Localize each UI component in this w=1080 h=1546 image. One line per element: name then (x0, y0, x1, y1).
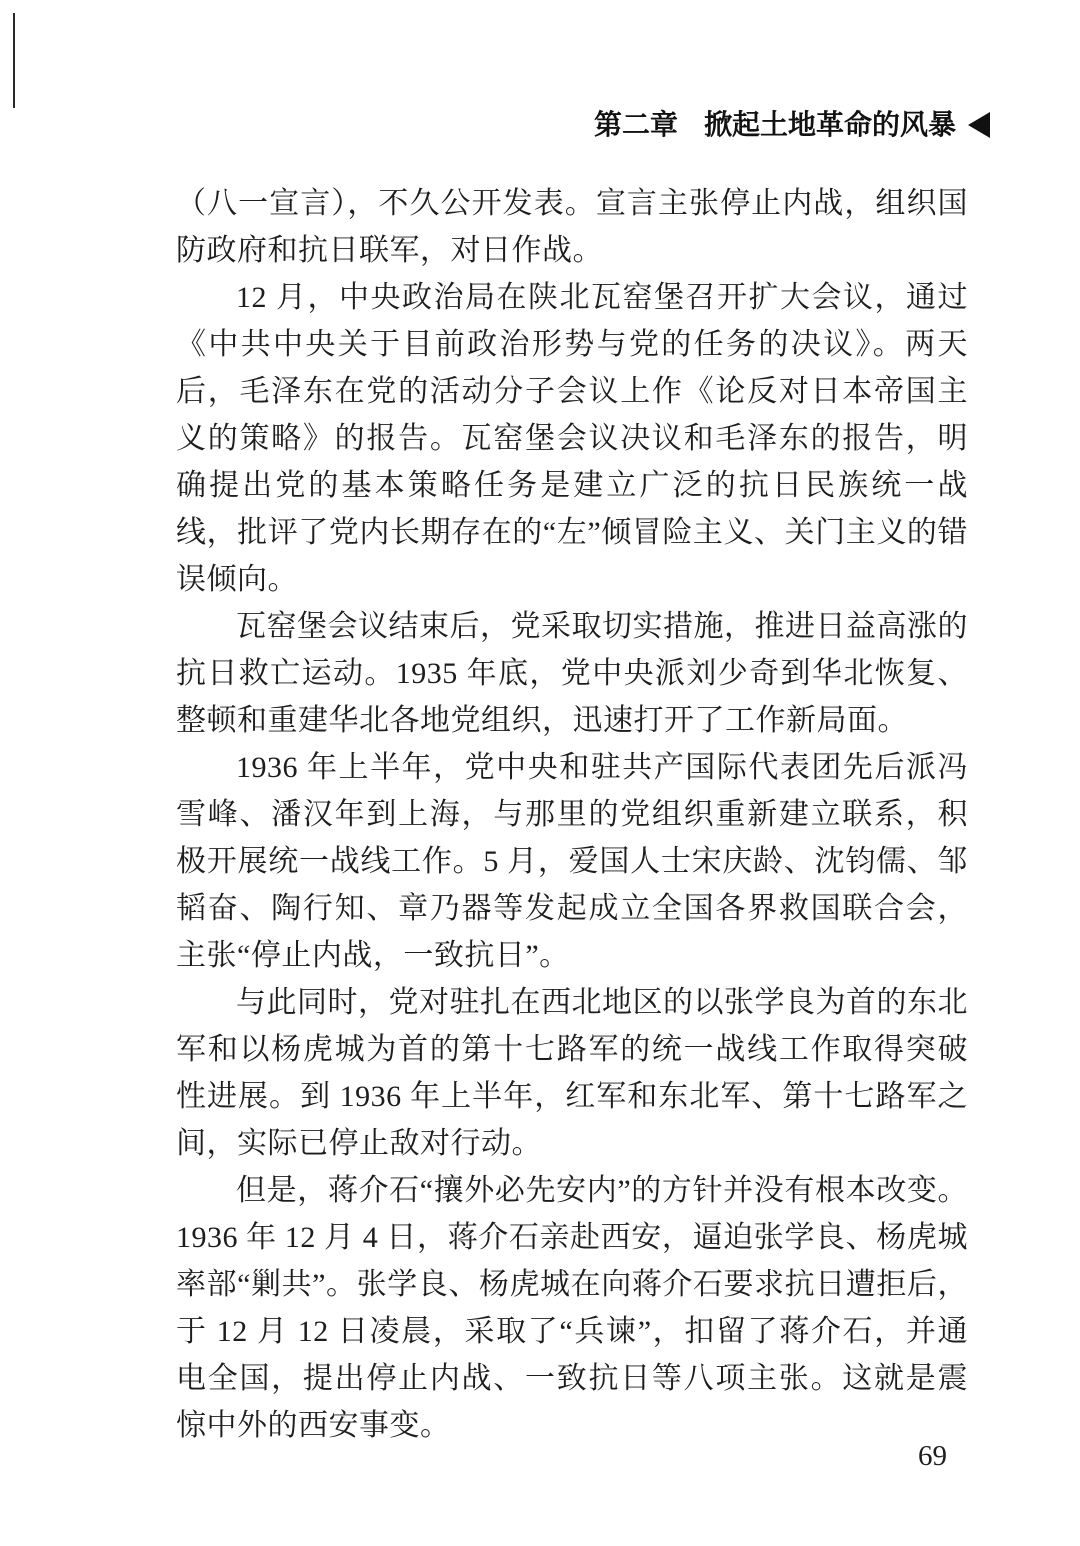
left-triangle-icon (968, 112, 990, 138)
paragraph: 与此同时，党对驻扎在西北地区的以张学良为首的东北军和以杨虎城为首的第十七路军的统一战线工作取得突破性进展。到 1936 年上半年，红军和东北军、第十七路军之间，实际已停止敌对行动。 (176, 986, 968, 1160)
chapter-title: 掀起土地革命的风暴 (703, 109, 956, 140)
chapter-number-label: 第二章 (593, 109, 678, 140)
paragraph: （八一宣言），不久公开发表。宣言主张停止内战，组织国防政府和抗日联军，对日作战。 (176, 187, 968, 267)
body-text-block (176, 180, 968, 1449)
page-number: 69 (918, 1440, 947, 1472)
running-header (594, 108, 990, 142)
scan-artifact-line (13, 13, 15, 108)
paragraph: 瓦窑堡会议结束后，党采取切实措施，推进日益高涨的抗日救亡运动。1935 年底，党中央派刘少奇到华北恢复、整顿和重建华北各地党组织，迅速打开了工作新局面。 (176, 610, 968, 737)
paragraph: 12 月，中央政治局在陕北瓦窑堡召开扩大会议，通过《中共中央关于目前政治形势与党的任务的决议》。两天后，毛泽东在党的活动分子会议上作《论反对日本帝国主义的策略》的报告。瓦窑堡会议决议和毛泽东的报告，明确提出党的基本策略任务是建立广泛的抗日民族统一战线，批评了党内长期存在的“左”倾冒险主义、关门主义的错误倾向。 (176, 281, 968, 596)
paragraph: 1936 年上半年，党中央和驻共产国际代表团先后派冯雪峰、潘汉年到上海，与那里的党组织重新建立联系，积极开展统一战线工作。5 月，爱国人士宋庆龄、沈钧儒、邹韬奋、陶行知、章乃器等发起成立全国各界救国联合会，主张“停止内战，一致抗日”。 (176, 751, 968, 972)
paragraph: 但是，蒋介石“攘外必先安内”的方针并没有根本改变。1936 年 12 月 4 日，蒋介石亲赴西安，逼迫张学良、杨虎城率部“剿共”。张学良、杨虎城在向蒋介石要求抗日遭拒后，于 12 月 12 日凌晨，采取了“兵谏”，扣留了蒋介石，并通电全国，提出停止内战、一致抗日等八项主张。这就是震惊中外的西安事变。 (176, 1174, 968, 1442)
